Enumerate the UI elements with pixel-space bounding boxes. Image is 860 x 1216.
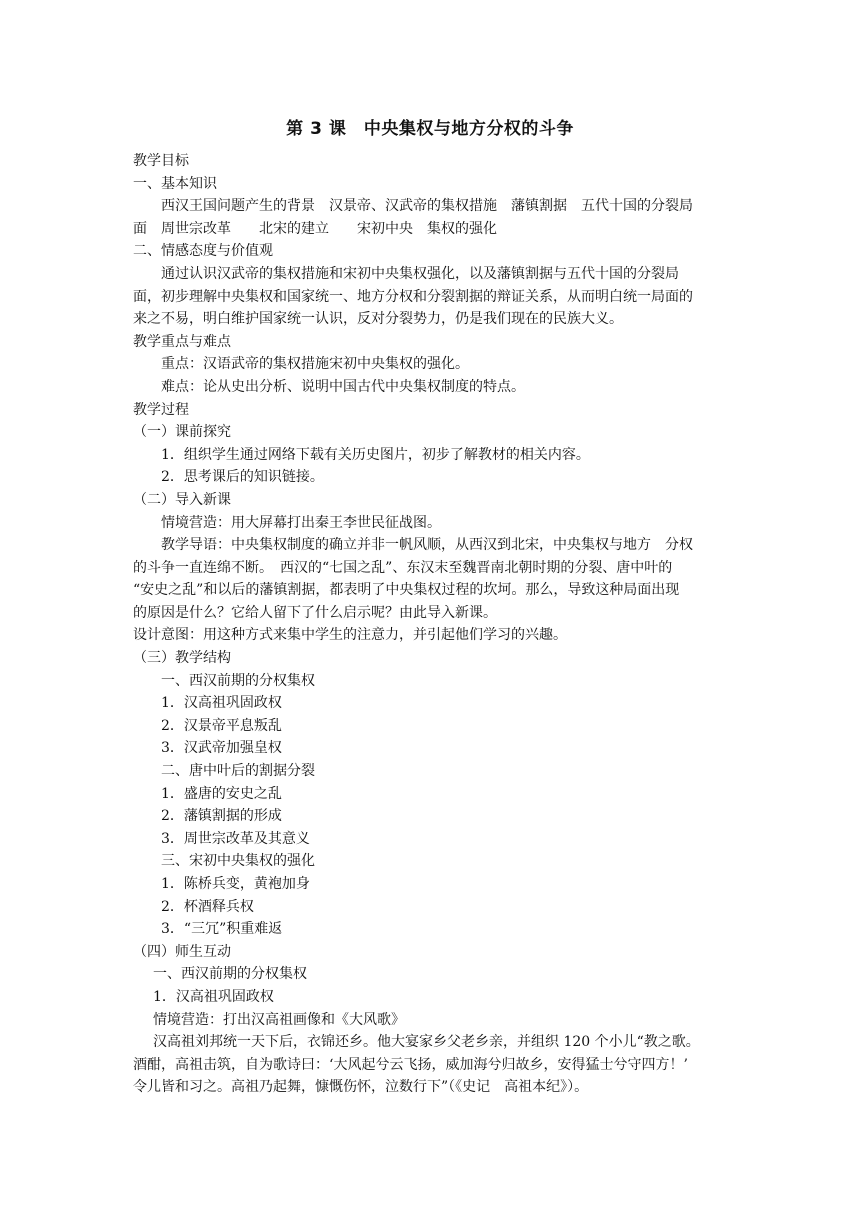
text-line: （二）导入新课 — [133, 491, 231, 508]
text-line: 通过认识汉武帝的集权措施和宋初中央集权强化，以及藩镇割据与五代十国的分裂局 — [161, 265, 679, 282]
text-line: 一、西汉前期的分权集权 — [153, 966, 307, 983]
text-line: （三）教学结构 — [133, 650, 231, 667]
text-line: 2．杯酒释兵权 — [161, 898, 254, 915]
text-line: 三、宋初中央集权的强化 — [161, 853, 315, 870]
text-line: （四）师生互动 — [133, 943, 231, 960]
text-line: 1．陈桥兵变，黄袍加身 — [161, 876, 310, 892]
text-line: 西汉王国问题产生的背景 汉景帝、汉武帝的集权措施 藩镇割据 五代十国的分裂局 — [161, 198, 693, 215]
text-line: 令儿皆和习之。高祖乃起舞，慷慨伤怀，泣数行下”（《史记 高祖本纪》）。 — [133, 1079, 589, 1096]
text-line: 教学过程 — [133, 401, 189, 418]
text-line: 情境营造：打出汉高祖画像和《大风歌》 — [153, 1011, 405, 1028]
text-line: 教学导语：中央集权制度的确立并非一帆风顺，从西汉到北宋，中央集权与地方 分权 — [161, 537, 693, 554]
text-line: “安史之乱”和以后的藩镇割据，都表明了中央集权过程的坎坷。那么，导致这种局面出现 — [133, 582, 680, 599]
text-line: 二、情感态度与价值观 — [133, 243, 273, 260]
text-line: 3．“三冗”积重难返 — [161, 921, 283, 938]
text-line: 一、基本知识 — [133, 175, 217, 192]
text-line: 教学重点与难点 — [133, 333, 231, 350]
text-line: 情境营造：用大屏幕打出秦王李世民征战图。 — [161, 514, 441, 531]
text-line: 2．思考课后的知识链接。 — [161, 469, 324, 486]
text-line: （一）课前探究 — [133, 424, 231, 441]
text-line: 面 周世宗改革 北宋的建立 宋初中央 集权的强化 — [133, 220, 497, 237]
text-line: 难点：论从史出分析、说明中国古代中央集权制度的特点。 — [161, 378, 525, 395]
document-body — [133, 150, 733, 1099]
text-line: 面，初步理解中央集权和国家统一、地方分权和分裂割据的辩证关系，从而明白统一局面的 — [133, 288, 693, 305]
text-line: 的原因是什么？它给人留下了什么启示呢？由此导入新课。 — [133, 604, 497, 621]
text-line: 的斗争一直连绵不断。 西汉的“七国之乱”、东汉末至魏晋南北朝时期的分裂、唐中叶的 — [133, 559, 673, 576]
text-line: 2．汉景帝平息叛乱 — [161, 717, 282, 734]
text-line: 2．藩镇割据的形成 — [161, 808, 282, 825]
page-title: 第 3 课 中央集权与地方分权的斗争 — [286, 119, 574, 139]
text-line: 来之不易，明白维护国家统一认识，反对分裂势力，仍是我们现在的民族大义。 — [133, 311, 623, 328]
text-line: 1．汉高祖巩固政权 — [153, 988, 274, 1005]
text-line: 3．周世宗改革及其意义 — [161, 830, 310, 847]
text-line: 设计意图：用这种方式来集中学生的注意力，并引起他们学习的兴趣。 — [133, 627, 567, 644]
text-line: 3．汉武帝加强皇权 — [161, 740, 282, 757]
text-line: 一、西汉前期的分权集权 — [161, 672, 315, 689]
text-line: 二、唐中叶后的割据分裂 — [161, 763, 315, 780]
text-line: 重点：汉语武帝的集权措施宋初中央集权的强化。 — [161, 356, 469, 373]
text-line: 1．盛唐的安史之乱 — [161, 785, 282, 802]
text-line: 教学目标 — [133, 153, 189, 169]
text-line: 汉高祖刘邦统一天下后，衣锦还乡。他大宴家乡父老乡亲，并组织 120 个小儿“教之歌。 — [153, 1034, 700, 1051]
text-line: 1．汉高祖巩固政权 — [161, 695, 282, 712]
text-line: 1．组织学生通过网络下载有关历史图片，初步了解教材的相关内容。 — [161, 446, 590, 463]
text-line: 酒酣，高祖击筑，自为歌诗曰：‘大风起兮云飞扬，威加海兮归故乡，安得猛士兮守四方！’ — [133, 1056, 688, 1073]
